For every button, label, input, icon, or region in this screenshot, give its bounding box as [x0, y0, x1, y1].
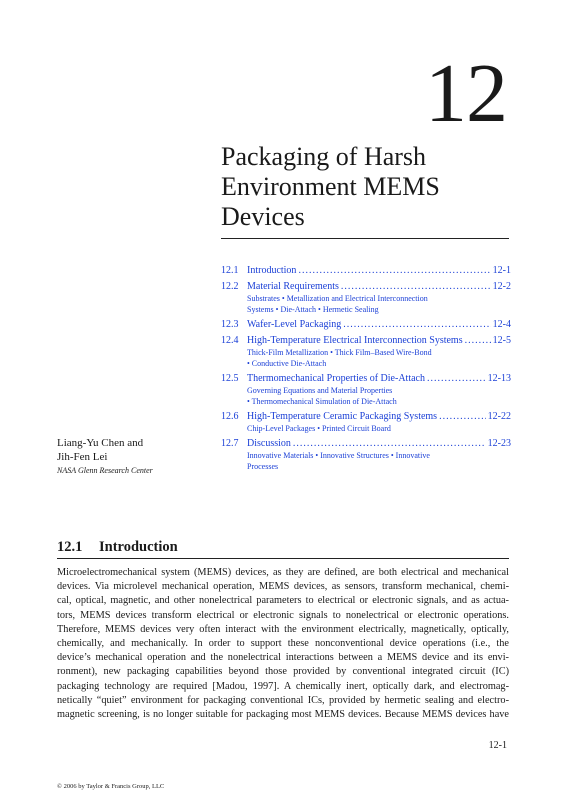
- toc-entry-title[interactable]: High-Temperature Ceramic Packaging Systems: [247, 411, 438, 422]
- toc-entry-page[interactable]: 12-2: [492, 281, 511, 292]
- body-text-line: Therefore, MEMS devices very often interact with the environment electrically, magnetically, optically,: [57, 623, 509, 635]
- toc-entry-line[interactable]: [221, 410, 511, 423]
- author-name: Liang-Yu Chen and: [57, 437, 144, 449]
- toc-entry-line[interactable]: [221, 280, 511, 293]
- toc-entry[interactable]: [221, 372, 511, 407]
- chapter-title-line: Packaging of Harsh: [221, 142, 427, 171]
- toc-entry-number: 12.2: [221, 281, 239, 292]
- body-text-line: Microelectromechanical system (MEMS) devices, as they are defined, are both electrical and mechanical: [57, 567, 509, 578]
- toc-entry-page[interactable]: 12-23: [487, 438, 511, 449]
- toc-entry[interactable]: [221, 318, 511, 331]
- toc-entry-title[interactable]: High-Temperature Electrical Interconnection Systems: [247, 335, 463, 346]
- toc-entry-title[interactable]: Thermomechanical Properties of Die-Attach: [247, 373, 425, 384]
- body-text-line: magnetic screening, is no longer suitable for packaging most MEMS devices. Because MEMS devices have: [57, 709, 509, 721]
- body-text-line: netically “quiet” environment for packaging conventional ICs, provided by hermetic sealing and electro-: [57, 694, 509, 706]
- toc-entry-line[interactable]: [221, 437, 511, 450]
- body-text-line: cal, optical, magnetic, and other nonelectrical parameters to electrical or electronic signals, and as actua-: [57, 595, 509, 607]
- toc-entry[interactable]: [221, 437, 511, 472]
- table-of-contents: [221, 264, 511, 475]
- toc-entry-title[interactable]: Discussion: [247, 438, 291, 449]
- toc-entry-number: 12.7: [221, 438, 239, 449]
- toc-subentry[interactable]: Innovative Materials • Innovative Structures • Innovative: [247, 451, 430, 460]
- chapter-title: [221, 142, 521, 232]
- chapter-number: 12: [425, 47, 507, 140]
- toc-entry-line[interactable]: [221, 318, 511, 331]
- section-heading: [57, 538, 509, 556]
- toc-leader-dots: [439, 410, 486, 423]
- toc-entry[interactable]: [221, 264, 511, 277]
- toc-entry-page[interactable]: 12-1: [492, 265, 511, 276]
- toc-entry-page[interactable]: 12-5: [492, 335, 511, 346]
- section-title: Introduction: [99, 539, 178, 555]
- toc-entry-page[interactable]: 12-4: [492, 319, 511, 330]
- author-name: Jih-Fen Lei: [57, 451, 108, 463]
- copyright-notice: © 2006 by Taylor & Francis Group, LLC: [57, 783, 165, 790]
- toc-subentry[interactable]: • Thermomechanical Simulation of Die-Attach: [247, 397, 397, 406]
- toc-entry[interactable]: [221, 280, 511, 315]
- toc-leader-dots: [465, 334, 491, 347]
- toc-subentry[interactable]: Chip-Level Packages • Printed Circuit Board: [247, 424, 391, 433]
- section-body: [57, 566, 509, 722]
- title-rule: [221, 238, 509, 239]
- toc-subentry[interactable]: Thick-Film Metallization • Thick Film–Based Wire-Bond: [247, 348, 432, 357]
- toc-entry-line[interactable]: [221, 334, 511, 347]
- section-number: 12.1: [57, 539, 83, 555]
- toc-entry-title[interactable]: Introduction: [247, 265, 297, 276]
- toc-subentry[interactable]: Systems • Die-Attach • Hermetic Sealing: [247, 305, 379, 314]
- toc-leader-dots: [298, 264, 490, 277]
- body-text-line: devices. Via microlevel mechanical operation, MEMS devices, as sensors, transform mechanical, chemi-: [57, 581, 509, 593]
- toc-leader-dots: [293, 437, 486, 450]
- chapter-title-line: Devices: [221, 202, 305, 231]
- body-text-line: device’s mechanical operation and the nonelectrical interactions between a MEMS device and its envi-: [57, 652, 509, 664]
- toc-entry-line[interactable]: [221, 264, 511, 277]
- toc-entry-number: 12.5: [221, 373, 239, 384]
- toc-entry-number: 12.4: [221, 335, 239, 346]
- toc-entry-number: 12.6: [221, 411, 239, 422]
- toc-entry-number: 12.1: [221, 265, 239, 276]
- toc-entry-title[interactable]: Wafer-Level Packaging: [247, 319, 342, 330]
- toc-entry-line[interactable]: [221, 372, 511, 385]
- toc-subentry[interactable]: • Conductive Die-Attach: [247, 359, 327, 368]
- author-affiliation: NASA Glenn Research Center: [57, 466, 153, 475]
- toc-entry-number: 12.3: [221, 319, 239, 330]
- toc-subentry[interactable]: Governing Equations and Material Properties: [247, 386, 393, 395]
- toc-entry[interactable]: [221, 410, 511, 434]
- toc-entry[interactable]: [221, 334, 511, 369]
- toc-entry-title[interactable]: Material Requirements: [247, 281, 339, 292]
- toc-leader-dots: [341, 280, 491, 293]
- body-text-line: packaging technology are required [Madou, 1997]. A chemically inert, optically dark, and electromag-: [57, 680, 509, 692]
- page-number: 12-1: [488, 740, 507, 751]
- body-text-line: ronment), new packaging capabilities beyond those provided by conventional integrated circuit (IC): [57, 666, 509, 678]
- chapter-title-line: Environment MEMS: [221, 172, 440, 201]
- toc-leader-dots: [427, 372, 486, 385]
- toc-subentry[interactable]: Processes: [247, 462, 279, 471]
- body-text-line: tors, MEMS devices transform electrical or electronic signals to nonelectrical or electronic operations.: [57, 609, 509, 621]
- section-rule: [57, 558, 509, 559]
- author-block: [57, 436, 207, 476]
- toc-entry-page[interactable]: 12-13: [487, 373, 511, 384]
- toc-subentry[interactable]: Substrates • Metallization and Electrical Interconnection: [247, 294, 428, 303]
- toc-entry-page[interactable]: 12-22: [487, 411, 511, 422]
- toc-leader-dots: [343, 318, 490, 331]
- body-text-line: chemically, and mechanically. In order to support these nonconventional device operations (i.e., the: [57, 638, 509, 650]
